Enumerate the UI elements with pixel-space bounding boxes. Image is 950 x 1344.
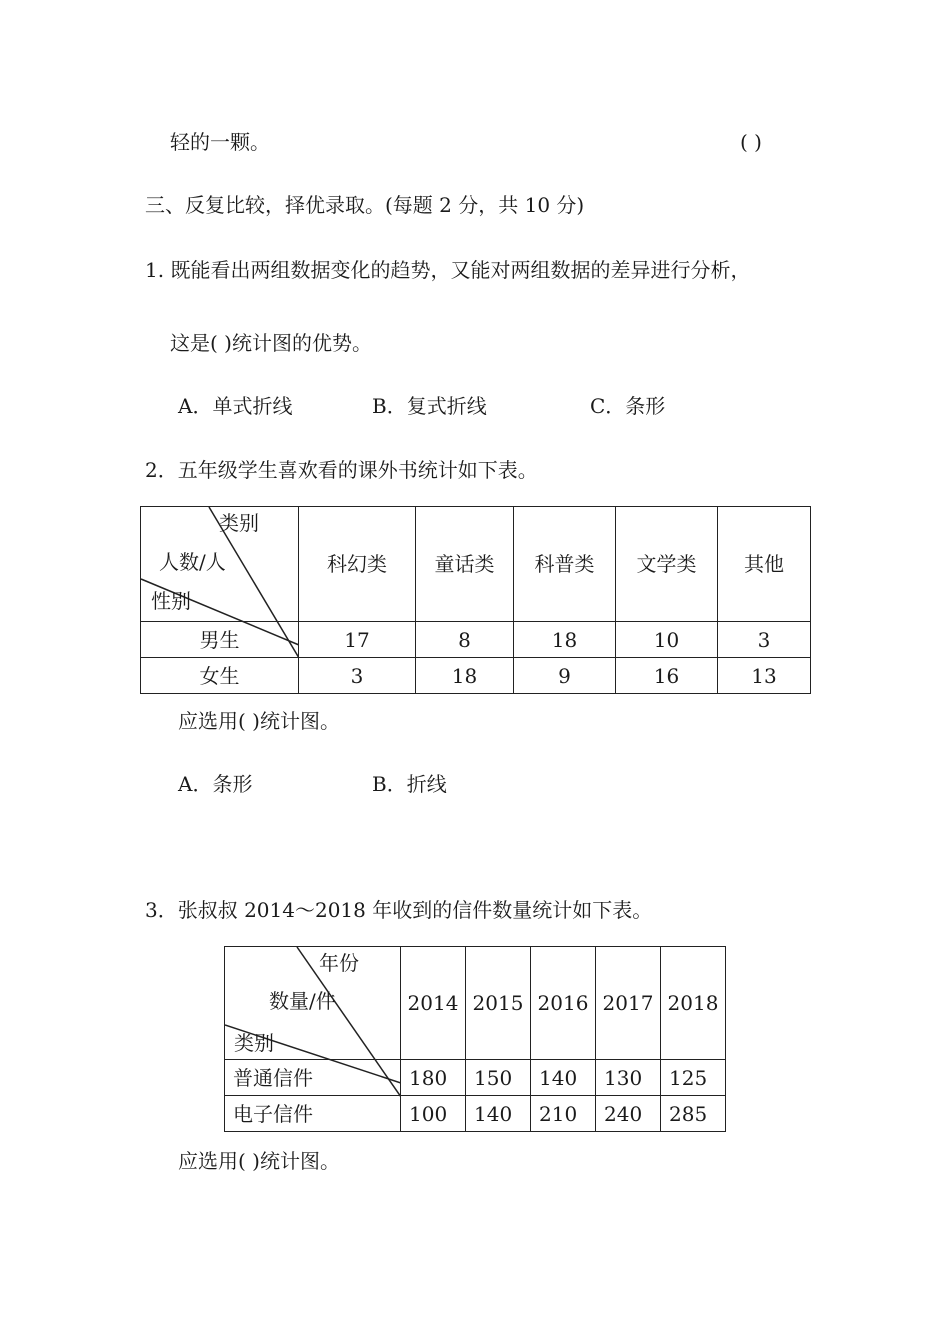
q2-cell: 8 (416, 622, 514, 658)
q3-cell: 240 (596, 1096, 661, 1132)
q2-diagonal-header (141, 507, 299, 622)
q3-cell: 140 (466, 1096, 531, 1132)
q3-cell: 125 (661, 1060, 726, 1096)
q2-option-b[interactable]: B．折线 (372, 772, 447, 796)
q2-cell: 16 (616, 658, 718, 694)
q2-cell: 3 (718, 622, 811, 658)
q2-option-a[interactable]: A．条形 (178, 772, 253, 796)
q3-cell: 285 (661, 1096, 726, 1132)
q2-column-header: 其他 (718, 507, 811, 622)
q2-row-label: 女生 (141, 658, 299, 694)
q3-table (224, 946, 726, 1132)
q2-row-label: 男生 (141, 622, 299, 658)
q2-cell: 10 (616, 622, 718, 658)
q2-cell: 3 (299, 658, 416, 694)
q1-option-b[interactable]: B．复式折线 (372, 394, 487, 418)
q2-column-header: 童话类 (416, 507, 514, 622)
q1-option-a[interactable]: A．单式折线 (178, 394, 293, 418)
q3-header-top: 年份 (319, 951, 359, 975)
q2-header-bottom: 性别 (151, 589, 191, 613)
q3-prompt: 应选用( )统计图。 (178, 1149, 340, 1173)
q2-prompt: 应选用( )统计图。 (178, 709, 340, 733)
q3-cell: 140 (531, 1060, 596, 1096)
q1-stem-line1: 1. 既能看出两组数据变化的趋势，又能对两组数据的差异进行分析， (145, 258, 751, 282)
q3-column-header: 2014 (401, 947, 466, 1060)
answer-bracket[interactable]: ( ) (740, 130, 762, 154)
q3-column-header: 2018 (661, 947, 726, 1060)
q2-column-header: 科普类 (514, 507, 616, 622)
q2-header-middle: 人数/人 (159, 550, 226, 574)
q2-cell: 18 (514, 622, 616, 658)
q2-column-header: 科幻类 (299, 507, 416, 622)
q2-column-header: 文学类 (616, 507, 718, 622)
q3-column-header: 2016 (531, 947, 596, 1060)
q2-cell: 13 (718, 658, 811, 694)
q3-header-middle: 数量/件 (269, 989, 336, 1013)
q2-stem: 2．五年级学生喜欢看的课外书统计如下表。 (145, 458, 538, 482)
q2-table (140, 506, 811, 694)
q3-cell: 180 (401, 1060, 466, 1096)
section-heading: 三、反复比较，择优录取。(每题 2 分，共 10 分) (145, 193, 585, 217)
q3-column-header: 2017 (596, 947, 661, 1060)
q3-row-label: 电子信件 (225, 1096, 401, 1132)
q3-diagonal-header (225, 947, 401, 1060)
diagonal-lines (225, 947, 401, 1097)
table-row (141, 658, 811, 694)
table-row (225, 1096, 726, 1132)
q1-option-c[interactable]: C．条形 (590, 394, 666, 418)
q3-stem: 3．张叔叔 2014～2018 年收到的信件数量统计如下表。 (145, 898, 653, 922)
q2-header-top: 类别 (219, 511, 259, 535)
q3-cell: 150 (466, 1060, 531, 1096)
q3-cell: 130 (596, 1060, 661, 1096)
q3-header-bottom: 类别 (234, 1031, 274, 1055)
previous-question-tail: 轻的一颗。 (170, 130, 270, 154)
q2-cell: 18 (416, 658, 514, 694)
q3-cell: 100 (401, 1096, 466, 1132)
q2-cell: 9 (514, 658, 616, 694)
q3-row-label: 普通信件 (225, 1060, 401, 1096)
q3-column-header: 2015 (466, 947, 531, 1060)
q2-cell: 17 (299, 622, 416, 658)
q3-cell: 210 (531, 1096, 596, 1132)
q1-stem-line2: 这是( )统计图的优势。 (170, 331, 372, 355)
